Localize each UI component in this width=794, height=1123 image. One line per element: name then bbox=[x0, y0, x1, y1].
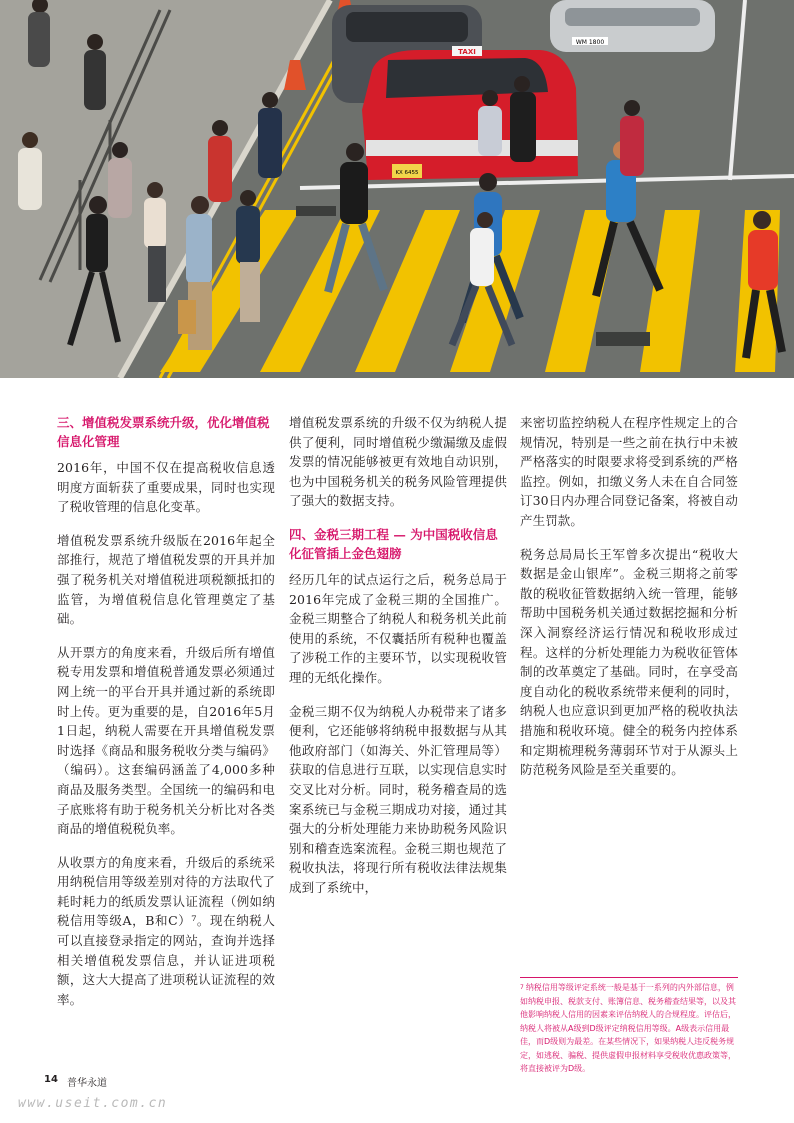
column-2 bbox=[289, 413, 507, 911]
footnote-number: 7 bbox=[520, 984, 524, 991]
paragraph: 2016年，中国不仅在提高税收信息透明度方面斩获了重要成果，同时也实现了税收管理的信息化变革。 bbox=[57, 460, 275, 515]
paragraph: 经历几年的试点运行之后，税务总局于2016年完成了金税三期的全国推广。金税三期整合了纳税人和税务机关此前使用的系统，不仅囊括所有税种也覆盖了涉税工作的主要环节，以实现税收管理的无纸化操作。 bbox=[289, 571, 507, 685]
column-1 bbox=[57, 413, 275, 1023]
paragraph: 从收票方的角度来看，升级后的系统采用纳税信用等级差别对待的方法取代了耗时耗力的纸质发票认证流程（例如纳税信用等级A，B和C）⁷。现在纳税人可以直接登录指定的网站，查询并选择相关增值税发票信息，并认证进项税额，这大大提高了进项税认证流程的效率。 bbox=[57, 854, 275, 1007]
paragraph: 增值税发票系统的升级不仅为纳税人提供了便利，同时增值税少缴漏缴及虚假发票的情况能够被更有效地自动识别，也为中国税务机关的税务风险管理提供了强大的数据支持。 bbox=[289, 415, 507, 509]
column-3 bbox=[520, 413, 738, 794]
publication-name: 普华永道 bbox=[67, 1078, 107, 1089]
red-taxi bbox=[362, 46, 578, 180]
plate-wm: WM 1800 bbox=[575, 39, 605, 46]
watermark: www.useit.com.cn bbox=[18, 1096, 168, 1111]
paragraph: 来密切监控纳税人在程序性规定上的合规情况，特别是一些之前在执行中未被严格落实的时限要求将受到系统的严格监控。例如，扣缴义务人未在自合同签订30日内办理合同登记备案，将被自动产生罚款。 bbox=[520, 415, 738, 528]
paragraph: 税务总局局长王军曾多次提出“税收大数据是金山银库”。金税三期将之前零散的税收征管数据纳入统一管理，能够帮助中国税务机关通过数据挖掘和分析深入洞察经济运行情况和税收形成过程。这样的分析处理能力为税收征管体制的改革奠定了基础。同时，在享受高度自动化的税收系统带来便利的同时，纳税人也应意识到更加严格的税收执法措施和税收环境。健全的税务内控体系和定期梳理税务薄弱环节对于从源头上防范税务风险是至关重要的。 bbox=[520, 546, 738, 778]
paragraph: 增值税发票系统升级版在2016年起全部推行，规范了增值税发票的开具并加强了税务机关对增值税进项税额抵扣的监管，为增值税信息化管理奠定了基础。 bbox=[57, 532, 275, 627]
svg-text:TAXI: TAXI bbox=[458, 48, 476, 56]
paragraph: 从开票方的角度来看，升级后所有增值税专用发票和增值税普通发票必须通过网上统一的平台开具并通过新的系统即时上传。更为重要的是，自2016年5月1日起，纳税人需要在开具增值税发票时选择《商品和服务税收分类与编码》（编码）。这套编码涵盖了4,000多种商品及服务类型。全国统一的编码和电子底账将有助于税务机关分析比对各类商品的增值税税负率。 bbox=[57, 644, 275, 837]
footnote-text: 纳税信用等级评定系统一般是基于一系列的内外部信息，例如纳税申报、税款支付、账簿信息、税务稽查结果等，以及其他影响纳税人信用的因素来评估纳税人的合规程度。评估后，纳税人将被从A级到D级评定纳税信用等级。A级表示信用最佳，而D级则为最差。在某些情况下，如果纳税人违反税务规定，如逃税、骗税、提供虚假申报材料享受税收优惠政策等，将直接被评为D级。 bbox=[520, 983, 736, 1073]
section-heading-3: 三、增值税发票系统升级，优化增值税信息化管理 bbox=[57, 415, 270, 449]
hero-photo bbox=[0, 0, 794, 378]
page-number: 14 bbox=[44, 1074, 58, 1085]
section-heading-4: 四、金税三期工程 — 为中国税收信息化征管插上金色翅膀 bbox=[289, 526, 498, 561]
plate-kx: KX 6455 bbox=[395, 170, 419, 176]
footnote bbox=[520, 977, 738, 1076]
paragraph: 金税三期不仅为纳税人办税带来了诸多便利，它还能够将纳税申报数据与从其他政府部门（如海关、外汇管理局等）获取的信息进行互联，以实现信息实时交叉比对分析。同时，税务稽查局的选案系统已与金税三期成功对接，通过其强大的分析处理能力来协助税务风险识别和稽查选案流程。金税三期也规范了税收执法，将现行所有税收法律法规集成到了系统中， bbox=[289, 703, 507, 895]
